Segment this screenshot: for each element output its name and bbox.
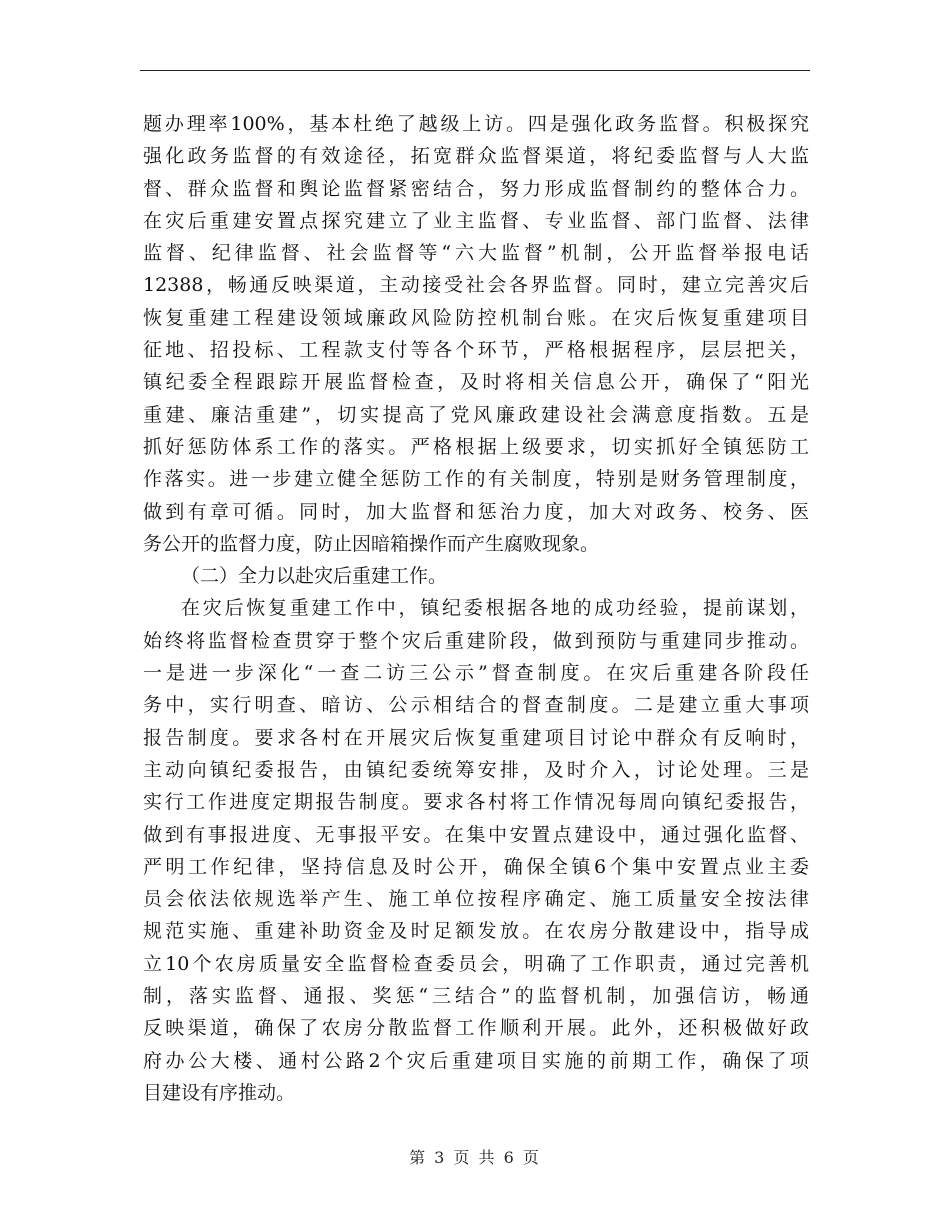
text-line: 强化政务监督的有效途径，拓宽群众监督渠道，将纪委监督与人大监 [143, 145, 809, 168]
text-line: 始终将监督检查贯穿于整个灾后重建阶段，做到预防与重建同步推动。 [143, 629, 809, 652]
text-line: 重建、廉洁重建”，切实提高了党风廉政建设社会满意度指数。五是 [143, 403, 809, 426]
text-line: 镇纪委全程跟踪开展监督检查，及时将相关信息公开，确保了“阳光 [143, 371, 809, 394]
text-line: 在灾后恢复重建工作中，镇纪委根据各地的成功经验，提前谋划， [181, 597, 809, 620]
text-line: 征地、招投标、工程款支付等各个环节，严格根据程序，层层把关， [143, 339, 809, 362]
body-text [143, 108, 809, 1109]
text-line: 员会依法依规选举产生、施工单位按程序确定、施工质量安全按法律 [143, 888, 809, 911]
text-line: 实行工作进度定期报告制度。要求各村将工作情况每周向镇纪委报告， [143, 791, 809, 814]
text-line: 做到有章可循。同时，加大监督和惩治力度，加大对政务、校务、医 [143, 500, 809, 523]
text-line: 规范实施、重建补助资金及时足额发放。在农房分散建设中，指导成 [143, 920, 809, 943]
text-line: 一是进一步深化“一查二访三公示”督查制度。在灾后重建各阶段任 [143, 662, 809, 685]
section-heading: （二）全力以赴灾后重建工作。 [181, 565, 448, 588]
text-line: 抓好惩防体系工作的落实。严格根据上级要求，切实抓好全镇惩防工 [143, 435, 809, 458]
text-line: 在灾后重建安置点探究建立了业主监督、专业监督、部门监督、法律 [143, 209, 809, 232]
text-line: 报告制度。要求各村在开展灾后恢复重建项目讨论中群众有反响时， [143, 726, 809, 749]
text-line: 做到有事报进度、无事报平安。在集中安置点建设中，通过强化监督、 [143, 823, 809, 846]
text-line: 务中，实行明查、暗访、公示相结合的督查制度。二是建立重大事项 [143, 694, 809, 717]
text-line: 主动向镇纪委报告，由镇纪委统筹安排，及时介入，讨论处理。三是 [143, 758, 809, 781]
text-line: 反映渠道，确保了农房分散监督工作顺利开展。此外，还积极做好政 [143, 1017, 809, 1040]
text-line: 制，落实监督、通报、奖惩“三结合”的监督机制，加强信访，畅通 [143, 985, 809, 1008]
text-line: 严明工作纪律，坚持信息及时公开，确保全镇6个集中安置点业主委 [143, 855, 809, 878]
text-line: 12388，畅通反映渠道，主动接受社会各界监督。同时，建立完善灾后 [143, 274, 809, 297]
page-number: 第 3 页 共 6 页 [409, 1148, 541, 1167]
header-rule [140, 70, 810, 71]
text-line: 立10个农房质量安全监督检查委员会，明确了工作职责，通过完善机 [143, 952, 809, 975]
text-line: 作落实。进一步建立健全惩防工作的有关制度，特别是财务管理制度， [143, 468, 809, 491]
text-line: 目建设有序推动。 [143, 1081, 296, 1104]
text-line: 监督、纪律监督、社会监督等“六大监督”机制，公开监督举报电话 [143, 242, 809, 265]
text-line: 务公开的监督力度，防止因暗箱操作而产生腐败现象。 [143, 532, 600, 555]
text-line: 督、群众监督和舆论监督紧密结合，努力形成监督制约的整体合力。 [143, 177, 809, 200]
text-line: 恢复重建工程建设领域廉政风险防控机制台账。在灾后恢复重建项目 [143, 306, 809, 329]
text-line: 府办公大楼、通村公路2个灾后重建项目实施的前期工作，确保了项 [143, 1049, 809, 1072]
text-line: 题办理率100%，基本杜绝了越级上访。四是强化政务监督。积极探究 [143, 113, 809, 135]
